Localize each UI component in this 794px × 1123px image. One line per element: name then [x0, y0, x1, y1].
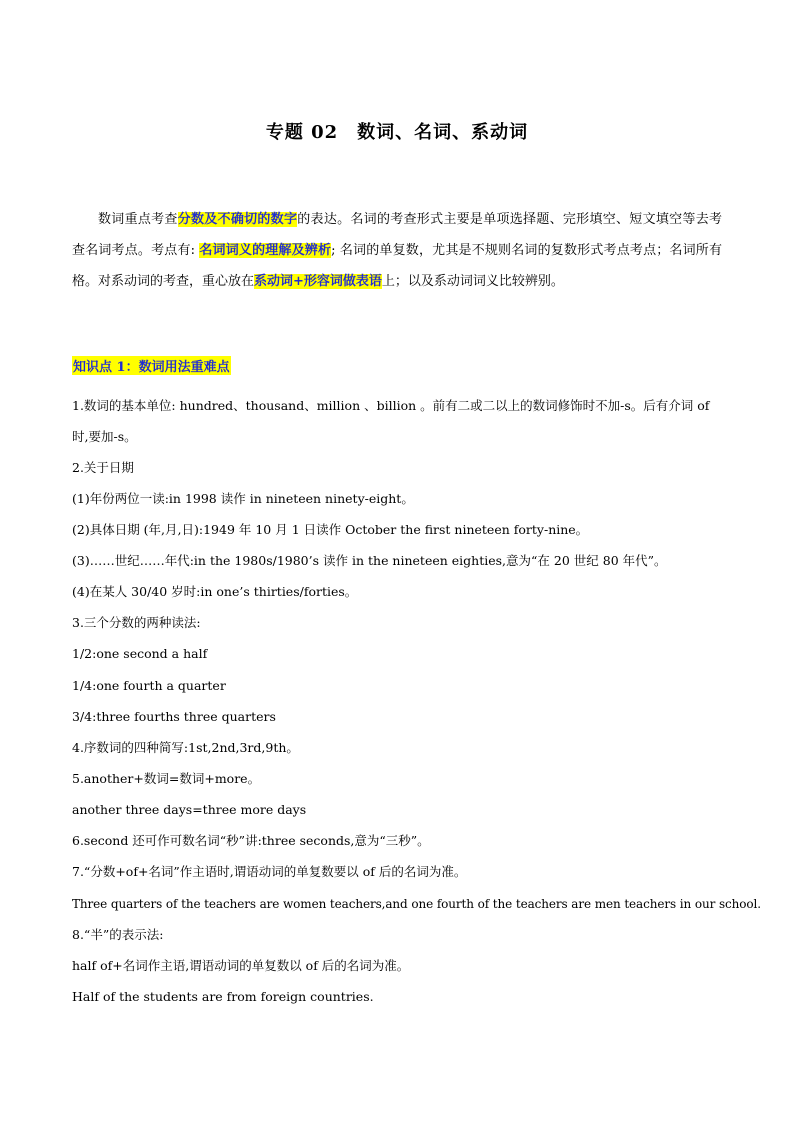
highlight-noun-meaning: 名词词义的理解及辨析 — [199, 243, 332, 258]
intro-paragraph — [72, 204, 722, 297]
line-19: Half of the students are from foreign countries. — [72, 989, 374, 1004]
line-11: 4.序数词的四种简写:1st,2nd,3rd,9th。 — [72, 740, 299, 755]
line-7: 3.三个分数的两种读法: — [72, 615, 201, 630]
line-14: 6.second 还可作可数名词“秒”讲:three seconds,意为“三秒”。 — [72, 833, 430, 848]
line-9: 1/4:one fourth a quarter — [72, 678, 226, 693]
line-8: 1/2:one second a half — [72, 646, 208, 661]
line-5: (3)……世纪……年代:in the 1980s/1980’s 读作 in the nineteen eighties,意为“在 20 世纪 80 年代”。 — [72, 553, 667, 568]
section-heading-1: 知识点 1：数词用法重难点 — [72, 356, 231, 375]
line-10: 3/4:three fourths three quarters — [72, 709, 276, 724]
line-2: 2.关于日期 — [72, 460, 134, 475]
line-17: 8.“半”的表示法: — [72, 927, 164, 942]
line-13: another three days=three more days — [72, 802, 307, 817]
intro-text-b: 的表达。名词的考查形式主要是单项选择题、完形填空、短文填空等去考查名词考点。考点有: — [72, 212, 722, 258]
line-18: half of+名词作主语,谓语动词的单复数以 of 后的名词为准。 — [72, 958, 410, 973]
line-6: (4)在某人 30/40 岁时:in one’s thirties/forties。 — [72, 584, 358, 599]
intro-text — [72, 204, 722, 297]
line-15: 7.“分数+of+名词”作主语时,谓语动词的单复数要以 of 后的名词为准。 — [72, 864, 467, 879]
page-title: 专题 02 数词、名词、系动词 — [265, 122, 529, 143]
highlight-fractions: 分数及不确切的数字 — [177, 212, 298, 227]
line-1: 1.数词的基本单位: hundred、thousand、million 、billion 。前有二或二以上的数词修饰时不加-s。后有介词 of 时,要加-s。 — [72, 398, 710, 444]
highlight-linking-verb: 系动词+形容词做表语 — [254, 274, 382, 289]
line-4: (2)具体日期 (年,月,日):1949 年 10 月 1 日读作 October the first nineteen forty-nine。 — [72, 522, 589, 537]
intro-text-a: 数词重点考查 — [98, 212, 178, 227]
line-12: 5.another+数词=数词+more。 — [72, 771, 261, 786]
line-3: (1)年份两位一读:in 1998 读作 in nineteen ninety-eight。 — [72, 491, 414, 506]
line-16: Three quarters of the teachers are women teachers,and one fourth of the teachers are men teachers in our school. — [72, 897, 761, 911]
intro-text-c: ; 名词的单复数，尤其是不规则名词的复数形式考点考点；名词所有格。对系动词的考查，重心放在 — [72, 243, 722, 289]
intro-text-d: 上；以及系动词词义比较辨别。 — [381, 274, 564, 289]
